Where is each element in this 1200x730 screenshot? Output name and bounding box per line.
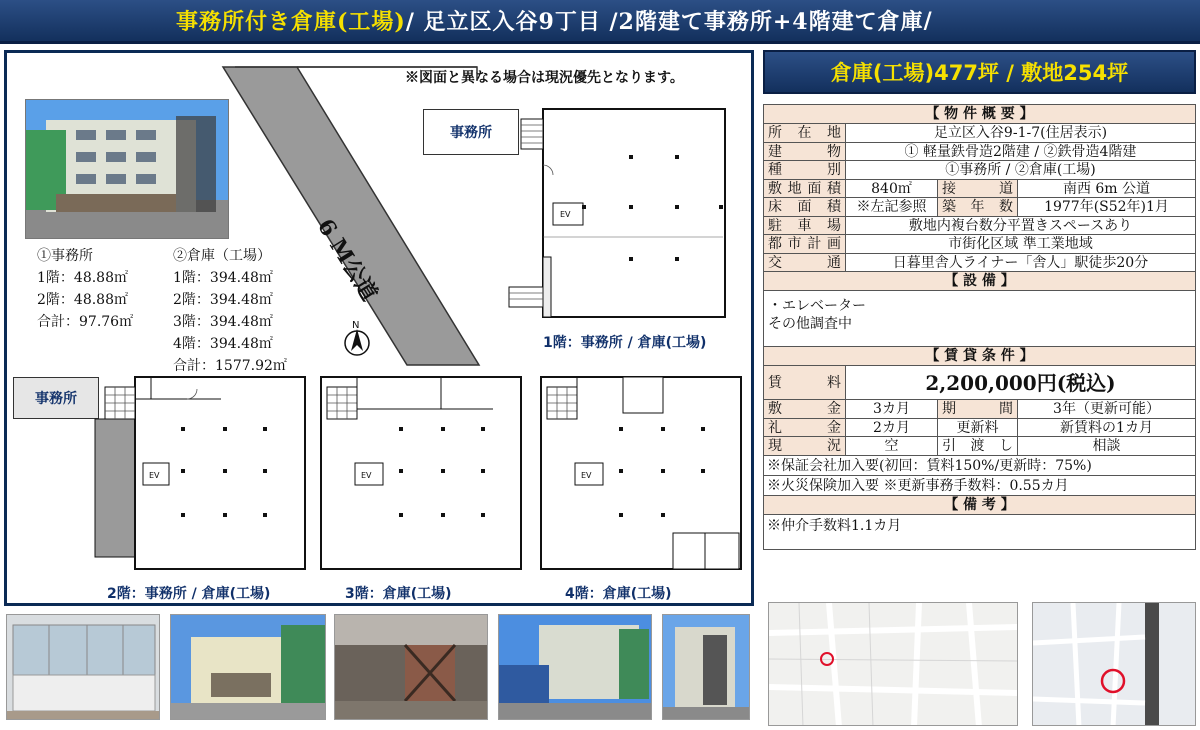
rent-label: 賃 料 xyxy=(764,366,846,399)
planning-value: 市街化区域 準工業地域 xyxy=(948,236,1093,252)
row-key-money xyxy=(764,419,1195,438)
building-label: 建 物 xyxy=(764,143,846,161)
banner-end: / xyxy=(923,7,933,34)
building-value: ① 軽量鉄骨造2階建 / ②鉄骨造4階建 xyxy=(904,143,1137,160)
photo-interior-warehouse xyxy=(334,614,488,720)
lease-header: 【 賃 貸 条 件 】 xyxy=(764,347,1195,366)
parking-value: 敷地内複台数分平置きスペースあり xyxy=(908,217,1133,234)
location-value: 足立区入谷9-1-7(住居表示) xyxy=(933,125,1108,141)
north-label: N xyxy=(352,320,360,331)
site-area-label: 敷地面積 xyxy=(764,180,846,198)
floor-area-value: ※左記参照 xyxy=(846,198,938,216)
floor-label-4f: 4階：倉庫(工場) xyxy=(565,586,672,602)
floor-plan-3f xyxy=(313,373,525,573)
warehouse-area-3f: 3階：394.48㎡ xyxy=(173,314,273,330)
deposit-label: 敷 金 xyxy=(764,400,846,418)
warehouse-area-title: ②倉庫（工場） xyxy=(173,248,271,264)
banner-title: 事務所付き倉庫(工場) xyxy=(176,9,406,35)
rent-value: 2,200,000円(税込) xyxy=(925,371,1116,395)
handover-value: 相談 xyxy=(1092,438,1121,454)
plan-notice: ※図面と異なる場合は現況優先となります。 xyxy=(405,70,684,86)
office-tag-2f: 事務所 xyxy=(13,377,99,419)
road-access-value: 南西 6m 公道 xyxy=(1062,180,1151,197)
title-banner xyxy=(0,0,1200,44)
term-value: 3年（更新可能） xyxy=(1053,401,1160,417)
floor-label-1f: 1階：事務所 / 倉庫(工場) xyxy=(543,335,707,351)
floor-label-3f: 3階：倉庫(工場) xyxy=(345,586,452,602)
location-label: 所 在 地 xyxy=(764,124,846,142)
warehouse-area-total: 合計：1577.92㎡ xyxy=(173,358,287,374)
type-label: 種 別 xyxy=(764,161,846,179)
equipment-item: その他調査中 xyxy=(768,316,852,332)
key-money-label: 礼 金 xyxy=(764,419,846,437)
renewal-label: 更新料 xyxy=(938,419,1018,437)
office-area-title: ①事務所 xyxy=(37,248,93,264)
row-access xyxy=(764,254,1195,273)
status-label: 現 況 xyxy=(764,437,846,455)
floor-area-label: 床 面 積 xyxy=(764,198,846,216)
office-area-1f: 1階：48.88㎡ xyxy=(37,270,128,286)
road-access-label: 接 道 xyxy=(938,180,1018,198)
floor-plan-2f xyxy=(91,373,309,573)
deposit-value: 3カ月 xyxy=(846,400,938,418)
photo-exterior-warehouse xyxy=(498,614,652,720)
photo-interior-office xyxy=(6,614,160,720)
parking-label: 駐 車 場 xyxy=(764,217,846,235)
floor-plan-1f xyxy=(497,107,731,323)
planning-label: 都市計画 xyxy=(764,235,846,253)
handover-label: 引 渡 し xyxy=(938,437,1018,455)
ev-label-2f: EV xyxy=(149,471,160,480)
summary-banner xyxy=(763,50,1196,94)
row-planning xyxy=(764,235,1195,254)
row-floor-area xyxy=(764,198,1195,217)
floor-plan-4f xyxy=(533,373,745,573)
road-label: 6 M公道 xyxy=(311,214,383,306)
detail-map[interactable] xyxy=(1032,602,1196,726)
office-tag-1f: 事務所 xyxy=(423,109,519,155)
lease-note-insurance: ※火災保険加入要 ※更新事務手数料：0.55カ月 xyxy=(764,476,1195,496)
warehouse-area-1f: 1階：394.48㎡ xyxy=(173,270,273,286)
photo-exterior-office xyxy=(170,614,326,720)
floor-label-2f: 2階：事務所 / 倉庫(工場) xyxy=(107,586,271,602)
summary-title: 倉庫(工場)477坪 / 敷地254坪 xyxy=(830,61,1129,85)
type-value: ①事務所 / ②倉庫(工場) xyxy=(945,162,1096,178)
warehouse-area-2f: 2階：394.48㎡ xyxy=(173,292,273,308)
equipment-list xyxy=(764,291,1195,347)
equipment-header: 【 設 備 】 xyxy=(764,272,1195,291)
row-site-area xyxy=(764,180,1195,199)
warehouse-area-4f: 4階：394.48㎡ xyxy=(173,336,273,352)
lease-note-guarantee: ※保証会社加入要(初回：賃料150%/更新時：75%) xyxy=(764,456,1195,476)
status-value: 空 xyxy=(846,437,938,455)
built-label: 築 年 数 xyxy=(938,198,1018,216)
photo-exterior-side xyxy=(662,614,750,720)
row-location xyxy=(764,124,1195,143)
row-type xyxy=(764,161,1195,180)
office-area-2f: 2階：48.88㎡ xyxy=(37,292,128,308)
ev-label-3f: EV xyxy=(361,471,372,480)
banner-location: / 足立区入谷9丁目 / xyxy=(405,9,619,35)
floor-plan-panel xyxy=(4,50,754,606)
office-area-total: 合計：97.76㎡ xyxy=(37,314,134,330)
term-label: 期 間 xyxy=(938,400,1018,418)
equipment-item: ・エレベーター xyxy=(768,298,866,314)
row-status xyxy=(764,437,1195,456)
overview-header: 【 物 件 概 要 】 xyxy=(764,105,1195,124)
area-map[interactable] xyxy=(768,602,1018,726)
row-rent xyxy=(764,366,1195,400)
site-area-value: 840㎡ xyxy=(846,180,938,198)
renewal-value: 新賃料の1カ月 xyxy=(1060,419,1153,436)
access-label: 交 通 xyxy=(764,254,846,272)
remarks-text: ※仲介手数料1.1カ月 xyxy=(767,517,902,534)
row-parking xyxy=(764,217,1195,236)
row-deposit xyxy=(764,400,1195,419)
remarks-header: 【 備 考 】 xyxy=(764,496,1195,515)
property-info-table xyxy=(763,104,1196,550)
row-building xyxy=(764,143,1195,162)
access-value: 日暮里舎人ライナー「舎人」駅徒歩20分 xyxy=(892,254,1149,271)
banner-building: 2階建て事務所+4階建て倉庫 xyxy=(618,9,924,35)
ev-label-4f: EV xyxy=(581,471,592,480)
ev-label-1f: EV xyxy=(560,210,571,219)
built-value: 1977年(S52年)1月 xyxy=(1044,199,1169,215)
key-money-value: 2カ月 xyxy=(846,419,938,437)
